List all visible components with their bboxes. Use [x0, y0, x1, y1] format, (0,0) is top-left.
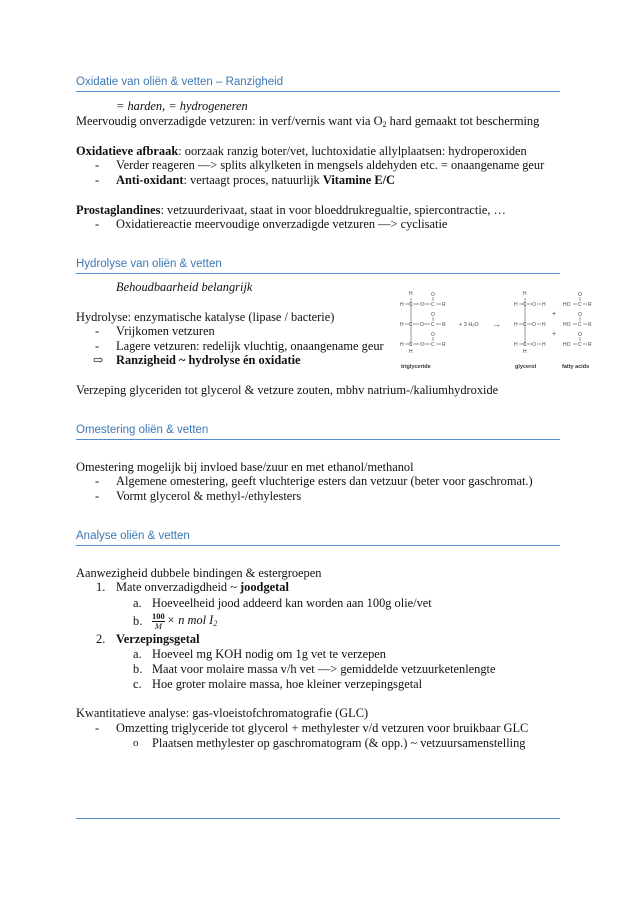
reaction-arrow-icon: →: [492, 319, 501, 329]
text-mate-onverzadigdheid: Mate onverzadigdheid ~ joodgetal: [116, 580, 289, 594]
text-prostaglandines: Prostaglandines: vetzuurderivaat, staat in voor bloeddrukregualtie, spiercontractie, …: [76, 203, 506, 217]
label-triglyceride: triglyceride: [401, 364, 431, 370]
bullet-dash: -: [95, 489, 100, 503]
bottom-divider: [76, 818, 560, 819]
svg-text:O: O: [532, 322, 536, 328]
svg-text:+: +: [552, 311, 557, 318]
arrow-bullet-icon: ⇨: [93, 353, 104, 367]
bullet-circle: o: [133, 737, 139, 749]
svg-text:O: O: [532, 302, 536, 308]
text-verzepingsgetal: Verzepingsgetal: [116, 632, 200, 646]
text-plaatsen-methylester: Plaatsen methylester op gaschromatogram (& opp.) ~ vetzuursamenstelling: [152, 736, 526, 750]
text-ranzigheid: Ranzigheid ~ hydrolyse én oxidatie: [116, 353, 301, 367]
bullet-dash: -: [95, 339, 100, 353]
list-number-1: 1.: [96, 580, 106, 594]
label-glycerol: glycerol: [515, 364, 537, 370]
bullet-dash: -: [95, 217, 100, 231]
text-omzetting: Omzetting triglyceride tot glycerol + methylester v/d vetzuren voor bruikbaar GLC: [116, 721, 529, 735]
list-letter-c: c.: [133, 677, 142, 691]
svg-text:R: R: [588, 302, 592, 308]
text-meervoudig: Meervoudig onverzadigde vetzuren: in verf/vernis want via $O_2$ hard gemaakt tot bescherming: [76, 114, 540, 129]
text-aanwezigheid: Aanwezigheid dubbele bindingen & estergroepen: [76, 566, 322, 580]
text-hoeveelheid-jood: Hoeveelheid jood addeerd kan worden aan 100g olie/vet: [152, 596, 432, 610]
svg-text:R: R: [442, 302, 446, 308]
text-anti-oxidant: Anti-oxidant: vertaagt proces, natuurlijk Vitamine E/C: [116, 173, 396, 187]
svg-text:R: R: [588, 342, 592, 348]
text-oxidatieve-afbraak: Oxidatieve afbraak: oorzaak ranzig boter/vet, luchtoxidatie allylplaatsen: hydroperoxiden: [76, 144, 527, 158]
bullet-dash: -: [95, 324, 100, 338]
svg-text:H: H: [542, 322, 546, 328]
list-letter-b: b.: [133, 614, 143, 628]
svg-text:HO: HO: [563, 322, 571, 328]
svg-text:C: C: [409, 342, 413, 348]
text-verder-reageren: Verder reageren —> splits alkylketen in mengsels aldehyden etc. = onaangename geur: [116, 158, 545, 172]
svg-text:O: O: [420, 342, 424, 348]
text-oxidatiereactie: Oxidatiereactie meervoudige onverzadigde vetzuren —> cyclisatie: [116, 217, 448, 231]
svg-text:O: O: [578, 312, 582, 318]
svg-text:O: O: [420, 302, 424, 308]
svg-text:O: O: [578, 292, 582, 298]
svg-text:O: O: [431, 332, 435, 338]
text-behoudbaarheid: Behoudbaarheid belangrijk: [116, 280, 253, 294]
svg-text:C: C: [409, 302, 413, 308]
svg-text:H: H: [514, 342, 518, 348]
text-lagere-vetzuren: Lagere vetzuren: redelijk vluchtig, onaangename geur: [116, 339, 384, 353]
svg-text:H: H: [523, 291, 527, 297]
list-letter-a: a.: [133, 596, 142, 610]
svg-text:C: C: [578, 302, 582, 308]
svg-text:O: O: [431, 312, 435, 318]
text-verzeping: Verzeping glyceriden tot glycerol & vetzure zouten, mbhv natrium-/kaliumhydroxide: [76, 383, 499, 397]
bullet-dash: -: [95, 158, 100, 172]
svg-text:R: R: [442, 322, 446, 328]
text-hoeveel-koh: Hoeveel mg KOH nodig om 1g vet te verzepen: [152, 647, 386, 661]
svg-text:R: R: [588, 322, 592, 328]
list-number-2: 2.: [96, 632, 106, 646]
svg-text:HO: HO: [563, 302, 571, 308]
svg-text:HO: HO: [563, 342, 571, 348]
svg-text:C: C: [578, 342, 582, 348]
text-algemene-omestering: Algemene omestering, geeft vluchterige esters dan vetzuur (beter voor gaschromat.): [116, 474, 533, 488]
svg-text:H: H: [400, 302, 404, 308]
svg-text:H: H: [514, 322, 518, 328]
svg-text:C: C: [431, 342, 435, 348]
svg-text:H: H: [514, 302, 518, 308]
text-vormt-glycerol: Vormt glycerol & methyl-/ethylesters: [116, 489, 302, 503]
bullet-dash: -: [95, 721, 100, 735]
svg-text:H: H: [542, 342, 546, 348]
svg-text:H: H: [523, 349, 527, 355]
text-maat-molaire: Maat voor molaire massa v/h vet —> gemiddelde vetzuurketenlengte: [152, 662, 496, 676]
svg-text:C: C: [523, 322, 527, 328]
formula-joodgetal: $\frac{100}{M}$ × n mol $I_2$: [152, 610, 218, 631]
svg-text:O: O: [578, 332, 582, 338]
svg-text:H: H: [542, 302, 546, 308]
section-heading-analyse: Analyse oliën & vetten: [76, 530, 560, 546]
hydrolysis-reaction-diagram: [397, 284, 597, 374]
text-kwantitatieve: Kwantitatieve analyse: gas-vloeistofchromatografie (GLC): [76, 706, 369, 720]
svg-text:C: C: [431, 302, 435, 308]
svg-text:R: R: [442, 342, 446, 348]
bullet-dash: -: [95, 474, 100, 488]
svg-text:+: +: [552, 331, 557, 338]
label-fatty-acids: fatty acids: [562, 364, 590, 370]
svg-text:H: H: [409, 349, 413, 355]
svg-text:C: C: [523, 342, 527, 348]
bullet-dash: -: [95, 173, 100, 187]
list-letter-a: a.: [133, 647, 142, 661]
svg-text:H: H: [400, 322, 404, 328]
svg-text:H: H: [409, 291, 413, 297]
svg-text:C: C: [523, 302, 527, 308]
svg-text:C: C: [578, 322, 582, 328]
section-heading-hydrolyse: Hydrolyse van oliën & vetten: [76, 258, 560, 274]
text-hoe-groter: Hoe groter molaire massa, hoe kleiner verzepingsgetal: [152, 677, 423, 691]
svg-text:O: O: [431, 292, 435, 298]
svg-text:C: C: [431, 322, 435, 328]
text-omestering-mogelijk: Omestering mogelijk bij invloed base/zuur en met ethanol/methanol: [76, 460, 414, 474]
text-harden: = harden, = hydrogeneren: [116, 99, 248, 113]
section-heading-omestering: Omestering oliën & vetten: [76, 424, 560, 440]
svg-text:O: O: [532, 342, 536, 348]
svg-text:H: H: [400, 342, 404, 348]
text-vrijkomen: Vrijkomen vetzuren: [116, 324, 215, 338]
list-letter-b: b.: [133, 662, 143, 676]
svg-text:C: C: [409, 322, 413, 328]
section-heading-oxidatie: Oxidatie van oliën & vetten – Ranzigheid: [76, 76, 560, 92]
text-hydrolyse: Hydrolyse: enzymatische katalyse (lipase / bacterie): [76, 310, 335, 324]
svg-text:O: O: [420, 322, 424, 328]
water-label: + 3 H₂O: [459, 322, 479, 328]
